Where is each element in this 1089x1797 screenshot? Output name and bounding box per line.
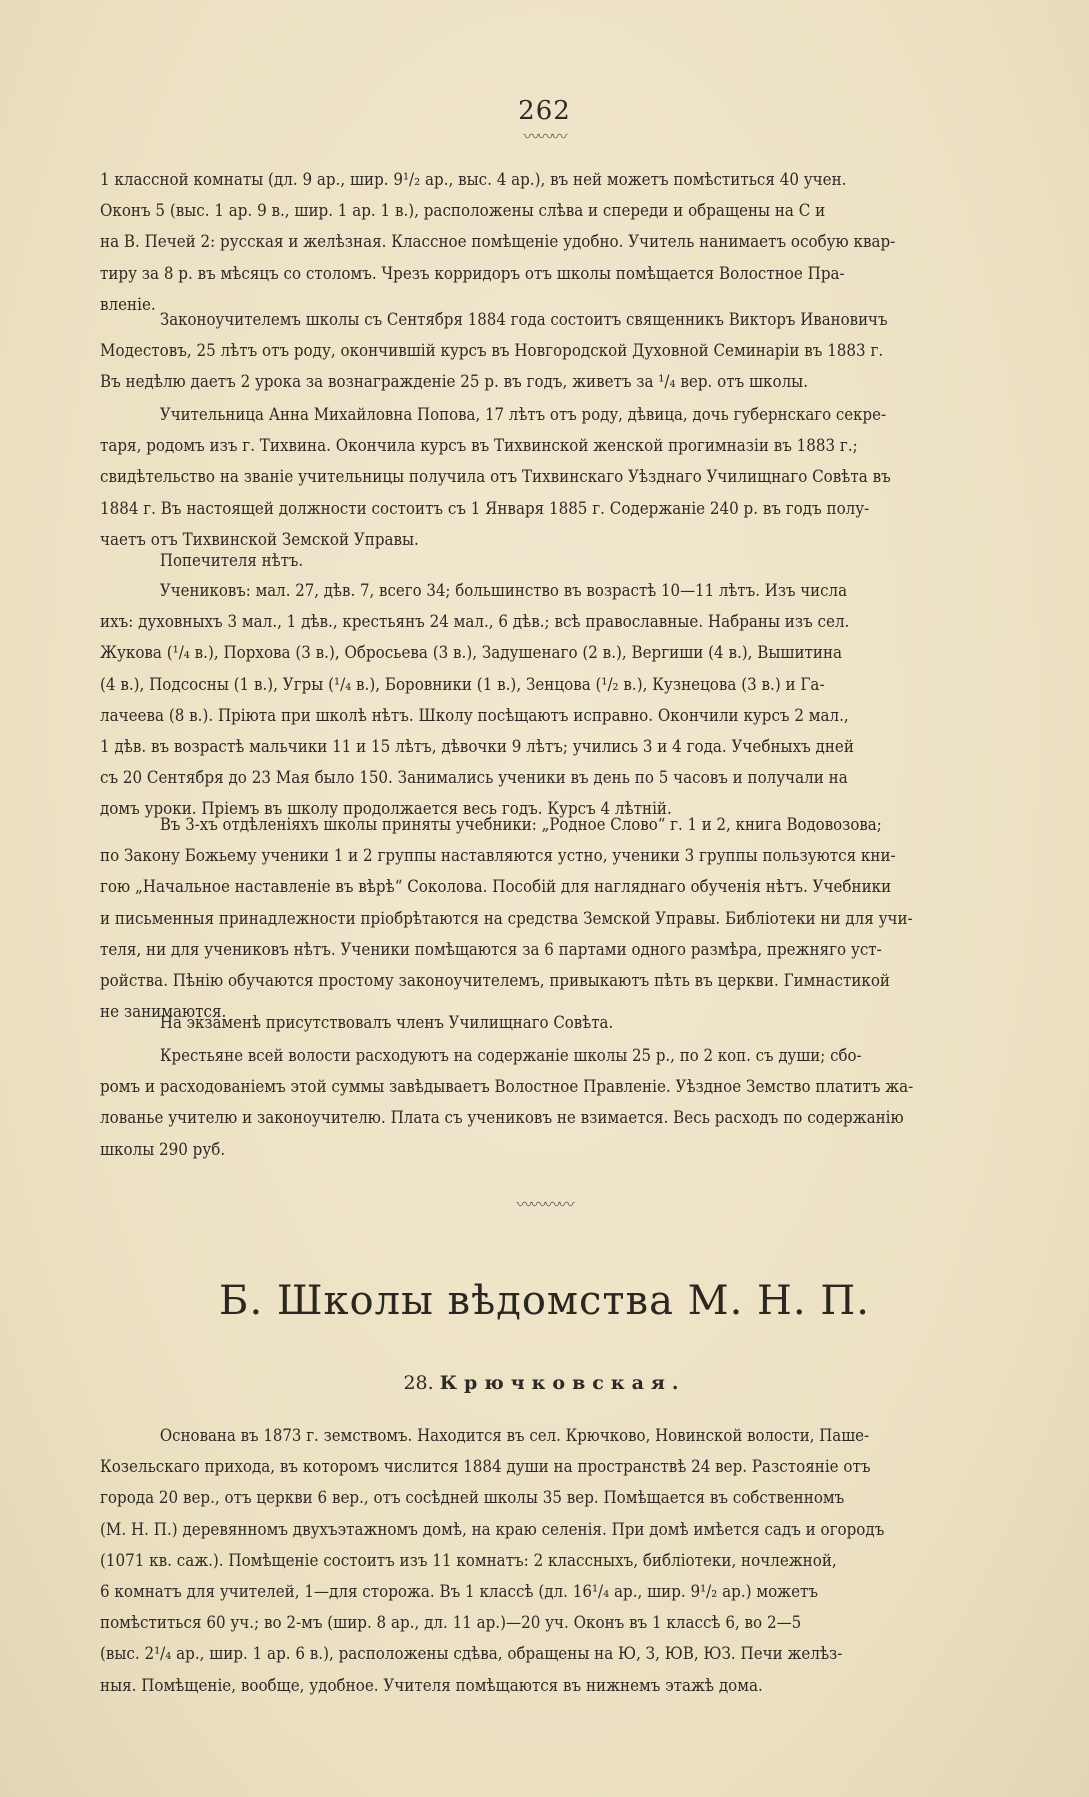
text-line: тиру за 8 р. въ мѣсяцъ со столомъ. Чрезъ корридоръ отъ школы помѣщается Волостное Пра- bbox=[100, 263, 845, 284]
text-line: гою „Начальное наставленіе въ вѣрѣ“ Соколова. Пособій для нагляднаго обученія нѣтъ. Учебники bbox=[100, 877, 892, 898]
paragraph-pupils bbox=[100, 576, 1089, 826]
text-line: Попечителя нѣтъ. bbox=[159, 551, 304, 571]
page-number: 262 bbox=[518, 96, 571, 126]
text-line: свидѣтельство на званіе учительницы получила отъ Тихвинскаго Уѣзднаго Училищнаго Совѣта въ bbox=[100, 467, 891, 488]
text-line: Основана въ 1873 г. земствомъ. Находится въ сел. Крючково, Новинской волости, Паше- bbox=[159, 1426, 870, 1446]
school-number: 28. bbox=[403, 1372, 434, 1394]
text-line: теля, ни для учениковъ нѣтъ. Ученики помѣщаются за 6 партами одного размѣра, прежняго уст- bbox=[100, 939, 882, 960]
text-line: ромъ и расходованіемъ этой суммы завѣдываетъ Волостное Правленіе. Уѣздное Земство платитъ жа- bbox=[100, 1077, 914, 1098]
text-line: ныя. Помѣщеніе, вообще, удобное. Учителя помѣщаются въ нижнемъ этажѣ дома. bbox=[100, 1675, 763, 1696]
text-line: города 20 вер., отъ церкви 6 вер., отъ сосѣдней школы 35 вер. Помѣщается въ собственномъ bbox=[100, 1488, 845, 1509]
text-line: Оконъ 5 (выс. 1 ар. 9 в., шир. 1 ар. 1 в.), расположены слѣва и спереди и обращены на С и bbox=[100, 201, 826, 222]
text-line: Законоучителемъ школы съ Сентября 1884 года состоитъ священникъ Викторъ Ивановичъ bbox=[159, 310, 888, 330]
text-line: на В. Печей 2: русская и желѣзная. Классное помѣщеніе удобно. Учитель нанимаетъ особую квар- bbox=[100, 232, 896, 253]
text-line: 6 комнатъ для учителей, 1—для сторожа. Въ 1 классѣ (дл. 16¹/₄ ар., шир. 9¹/₂ ар.) можетъ bbox=[100, 1582, 819, 1603]
text-line: не занимаются. bbox=[100, 1002, 227, 1023]
text-line: (М. Н. П.) деревянномъ двухъэтажномъ домѣ, на краю селенія. При домѣ имѣется садъ и огородъ bbox=[100, 1519, 885, 1540]
text-line: чаетъ отъ Тихвинской Земской Управы. bbox=[100, 529, 419, 550]
text-line: Козельскаго прихода, въ которомъ числится 1884 души на пространствѣ 24 вер. Разстояніе отъ bbox=[100, 1457, 871, 1478]
text-line: Учительница Анна Михайловна Попова, 17 лѣтъ отъ роду, дѣвица, дочь губернскаго секре- bbox=[159, 405, 887, 425]
text-line: Учениковъ: мал. 27, дѣв. 7, всего 34; большинство въ возрастѣ 10—11 лѣтъ. Изъ числа bbox=[159, 581, 848, 601]
section-heading: Б. Школы вѣдомства М. Н. П. bbox=[219, 1278, 870, 1324]
text-line: 1 дѣв. въ возрастѣ мальчики 11 и 15 лѣтъ, дѣвочки 9 лѣтъ; учились 3 и 4 года. Учебныхъ дней bbox=[100, 737, 854, 758]
text-line: Крестьяне всей волости расходуютъ на содержаніе школы 25 р., по 2 коп. съ души; сбо- bbox=[159, 1046, 862, 1066]
text-line: (1071 кв. саж.). Помѣщеніе состоитъ изъ 11 комнатъ: 2 классныхъ, библіотеки, ночлежной, bbox=[100, 1550, 837, 1571]
paragraph-classroom bbox=[100, 165, 1089, 321]
text-line: На экзаменѣ присутствовалъ членъ Училищнаго Совѣта. bbox=[159, 1013, 614, 1033]
text-line: ихъ: духовныхъ 3 мал., 1 дѣв., крестьянъ 24 мал., 6 дѣв.; всѣ православные. Набраны изъ сел. bbox=[100, 612, 850, 633]
paragraph-priest bbox=[100, 305, 1089, 399]
paragraph-textbooks bbox=[100, 810, 1089, 1028]
paragraph-teacher bbox=[100, 400, 1089, 556]
text-line: по Закону Божьему ученики 1 и 2 группы наставляются устно, ученики 3 группы пользуются кни- bbox=[100, 846, 896, 867]
text-line: вленіе. bbox=[100, 294, 156, 315]
text-line: Модестовъ, 25 лѣтъ отъ роду, окончившій курсъ въ Новгородской Духовной Семинаріи въ 1883 г. bbox=[100, 341, 884, 362]
text-line: 1884 г. Въ настоящей должности состоитъ съ 1 Января 1885 г. Содержаніе 240 р. въ годъ полу- bbox=[100, 498, 870, 519]
paragraph-exam bbox=[100, 1008, 1089, 1039]
text-line: 1 классной комнаты (дл. 9 ар., шир. 9¹/₂ ар., выс. 4 ар.), въ ней можетъ помѣститься 40 учен. bbox=[100, 170, 847, 190]
text-line: (4 в.), Подсосны (1 в.), Угры (¹/₄ в.), Боровники (1 в.), Зенцова (¹/₂ в.), Кузнецова (3 в.) и Га- bbox=[100, 674, 825, 695]
text-line: таря, родомъ изъ г. Тихвина. Окончила курсъ въ Тихвинской женской прогимназіи въ 1883 г.; bbox=[100, 436, 858, 457]
paragraph-expenses bbox=[100, 1041, 1089, 1166]
text-line: лачеева (8 в.). Пріюта при школѣ нѣтъ. Школу посѣщаютъ исправно. Окончили курсъ 2 мал., bbox=[100, 705, 849, 726]
text-line: лованье учителю и законоучителю. Плата съ учениковъ не взимается. Весь расходъ по содержанію bbox=[100, 1108, 904, 1129]
text-line: Въ 3-хъ отдѣленіяхъ школы приняты учебники: „Родное Слово“ г. 1 и 2, книга Водовозова; bbox=[159, 815, 882, 835]
text-line: и письменныя принадлежности пріобрѣтаются на средства Земской Управы. Библіотеки ни для учи- bbox=[100, 908, 913, 929]
text-line: Жукова (¹/₄ в.), Порхова (3 в.), Обросьева (3 в.), Задушенаго (2 в.), Вергиши (4 в.), Вышитина bbox=[100, 643, 843, 664]
school-heading bbox=[0, 1372, 1089, 1394]
section-ornament: 〰〰〰〰 bbox=[516, 1195, 573, 1214]
top-ornament: 〰〰〰 bbox=[523, 127, 566, 146]
text-line: Въ недѣлю даетъ 2 урока за вознагражденіе 25 р. въ годъ, живетъ за ¹/₄ вер. отъ школы. bbox=[100, 372, 809, 393]
paragraph-kryuchkovo bbox=[100, 1421, 1089, 1702]
text-line: съ 20 Сентября до 23 Мая было 150. Занимались ученики въ день по 5 часовъ и получали на bbox=[100, 768, 848, 789]
text-line: домъ уроки. Пріемъ въ школу продолжается весь годъ. Курсъ 4 лѣтній. bbox=[100, 799, 672, 820]
text-line: школы 290 руб. bbox=[100, 1139, 226, 1160]
text-line: ройства. Пѣнію обучаются простому законоучителемъ, привыкаютъ пѣть въ церкви. Гимнастикой bbox=[100, 971, 891, 992]
school-name: Крючковская. bbox=[439, 1372, 686, 1394]
paragraph-trustee bbox=[100, 546, 1089, 577]
text-line: (выс. 2¹/₄ ар., шир. 1 ар. 6 в.), расположены сдѣва, обращены на Ю, З, ЮВ, ЮЗ. Печи желѣз- bbox=[100, 1644, 843, 1665]
text-line: помѣститься 60 уч.; во 2-мъ (шир. 8 ар., дл. 11 ар.)—20 уч. Оконъ въ 1 классѣ 6, во 2—5 bbox=[100, 1613, 802, 1634]
